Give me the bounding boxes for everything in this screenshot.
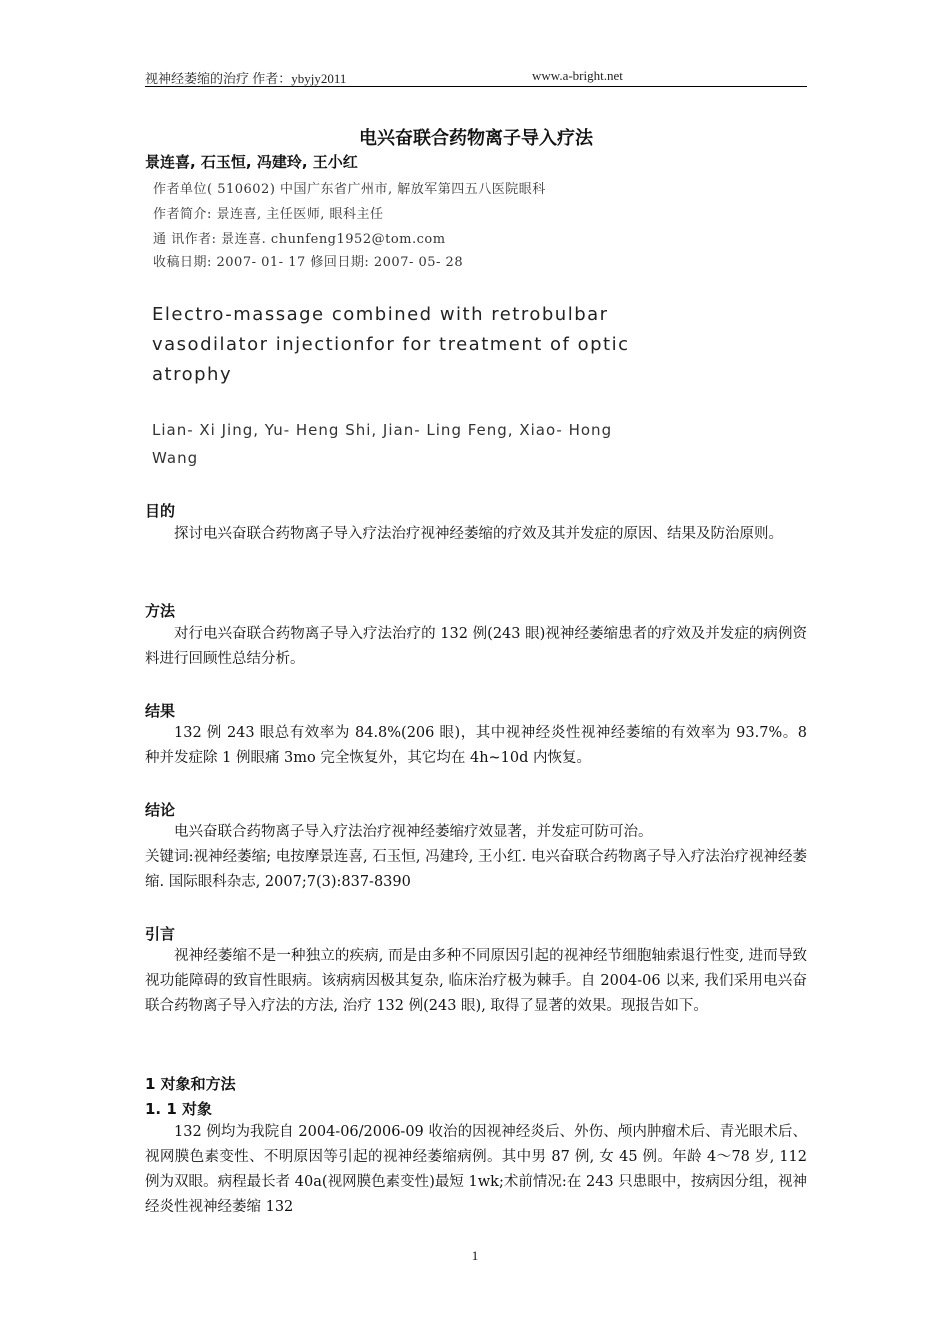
objective-heading: 目的 (145, 502, 176, 520)
results-heading: 结果 (145, 702, 176, 720)
page-number: 1 (471, 1248, 479, 1263)
author-bio: 作者简介: 景连喜, 主任医师, 眼科主任 (153, 207, 384, 222)
author-affiliation: 作者单位( 510602) 中国广东省广州市, 解放军第四五八医院眼科 (153, 182, 546, 197)
subjects-text: 132 例均为我院自 2004-06/2006-09 收治的因视神经炎后、外伤、颅内肿瘤术后、青光眼术后、视网膜色素变性、不明原因等引起的视神经萎缩病例。其中男 87 例, 女 45 例。年龄 4～78 岁, 112 例为双眼。病程最长者 40a(视网膜色素变性)最短 1wk;术前情况:在 243 只患眼中，按病因分组，视神经炎性视神经萎缩 132 (145, 1124, 807, 1215)
conclusion-text: 电兴奋联合药物离子导入疗法治疗视神经萎缩疗效显著，并发症可防可治。 (174, 824, 653, 840)
methods-heading: 方法 (145, 602, 176, 620)
subjects-methods-heading: 1 对象和方法 (145, 1075, 236, 1093)
header-website: www.a-bright.net (532, 68, 623, 83)
keywords-citation: 关键词:视神经萎缩; 电按摩景连喜, 石玉恒, 冯建玲, 王小红. 电兴奋联合药物离子导入疗法治疗视神经萎缩. 国际眼科杂志, 2007;7(3):837-8390 (145, 849, 807, 890)
english-title: Electro-massage combined with retrobulbar vasodilator injectionfor for treatment of optic atrophy (152, 304, 630, 385)
corresponding-author: 通 讯作者: 景连喜. chunfeng1952@tom.com (153, 232, 446, 247)
header-left: 视神经萎缩的治疗 作者：ybyjy2011 (145, 71, 347, 86)
subjects-subheading: 1. 1 对象 (145, 1100, 213, 1118)
paper-title: 电兴奋联合药物离子导入疗法 (359, 128, 593, 149)
author-list: 景连喜, 石玉恒, 冯建玲, 王小红 (145, 153, 358, 171)
introduction-heading: 引言 (145, 925, 176, 943)
running-header (145, 66, 807, 87)
methods-text: 对行电兴奋联合药物离子导入疗法治疗的 132 例(243 眼)视神经萎缩患者的疗效及并发症的病例资料进行回顾性总结分析。 (145, 626, 807, 667)
english-authors: Lian- Xi Jing, Yu- Heng Shi, Jian- Ling Feng, Xiao- Hong Wang (152, 421, 613, 467)
introduction-text: 视神经萎缩不是一种独立的疾病, 而是由多种不同原因引起的视神经节细胞轴索退行性变, 进而导致视功能障碍的致盲性眼病。该病病因极其复杂, 临床治疗极为棘手。自 2004-06 以来, 我们采用电兴奋联合药物离子导入疗法的方法, 治疗 132 例(243 眼), 取得了显著的效果。现报告如下。 (145, 948, 807, 1014)
results-text: 132 例 243 眼总有效率为 84.8%(206 眼)，其中视神经炎性视神经萎缩的有效率为 93.7%。8 种并发症除 1 例眼痛 3mo 完全恢复外，其它均在 4h~10d 内恢复。 (145, 725, 807, 766)
objective-text: 探讨电兴奋联合药物离子导入疗法治疗视神经萎缩的疗效及其并发症的原因、结果及防治原则。 (174, 526, 783, 542)
received-revised-dates: 收稿日期: 2007- 01- 17 修回日期: 2007- 05- 28 (153, 255, 464, 270)
conclusion-heading: 结论 (145, 801, 176, 819)
